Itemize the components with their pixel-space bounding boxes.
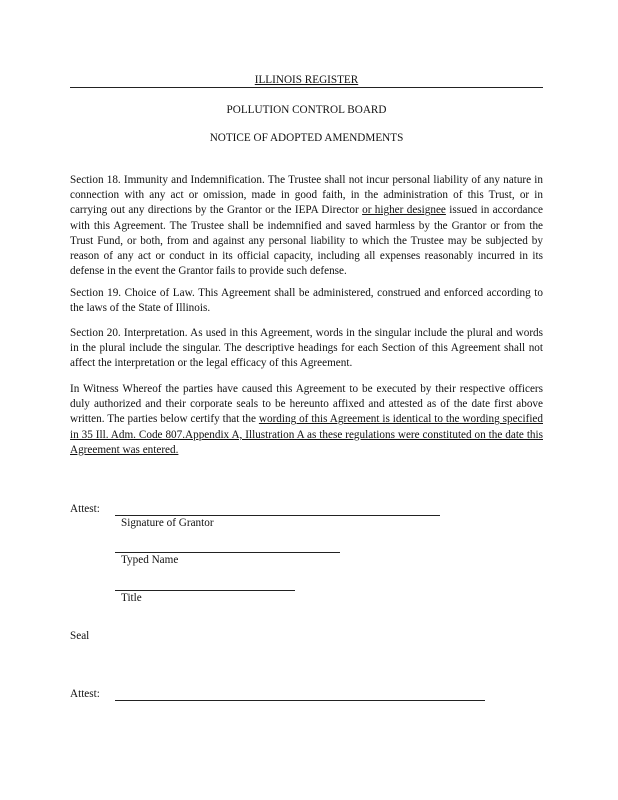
section-18-paragraph bbox=[70, 173, 543, 279]
header-rule bbox=[70, 87, 543, 88]
title-line bbox=[115, 590, 295, 591]
notice-title: NOTICE OF ADOPTED AMENDMENTS bbox=[209, 132, 404, 144]
seal-label: Seal bbox=[70, 630, 90, 642]
grantor-signature-line bbox=[115, 515, 440, 516]
section-18-text-b: issued in accordance with this Agreement. The Trustee shall be indemnified and saved harmless by the Grantor or from the Trust Fund, or both, from and against any personal liability to which the Trustee may be subjected by reason of any act or conduct in its official capacity, including all expenses reasonably incurred in its defense in the event the Grantor fails to provide such defense. bbox=[70, 204, 543, 278]
register-title: ILLINOIS REGISTER bbox=[254, 74, 359, 86]
board-title: POLLUTION CONTROL BOARD bbox=[226, 104, 387, 116]
attest-label: Attest: bbox=[70, 503, 100, 515]
attest-signature-line bbox=[115, 700, 485, 701]
witness-paragraph bbox=[70, 382, 543, 458]
signature-caption: Signature of Grantor bbox=[121, 517, 214, 529]
section-18-heading: Section 18. Immunity and Indemnification. bbox=[70, 174, 265, 186]
typed-name-line bbox=[115, 552, 340, 553]
witness-text: In Witness Whereof the parties have caused this Agreement to be executed by their respective officers duly authorized and their corporate seals to be hereunto affixed and attested as of the date first above written. The parties below certify that the bbox=[70, 383, 543, 426]
section-20-paragraph: Section 20. Interpretation. As used in this Agreement, words in the singular include the plural and words in the plural include the singular. The descriptive headings for each Section of this Agreement shall not affect the interpretation or the legal efficacy of this Agreement. bbox=[70, 327, 543, 370]
title-caption: Title bbox=[121, 592, 142, 604]
section-19-paragraph: Section 19. Choice of Law. This Agreement shall be administered, construed and enforced according to the laws of the State of Illinois. bbox=[70, 287, 543, 315]
typed-name-caption: Typed Name bbox=[121, 554, 179, 566]
section-18-inserted-text: or higher designee bbox=[362, 204, 446, 217]
section-18-text-a: The Trustee shall not incur personal liability of any nature in connection with any act or omission, made in good faith, in the administration of this Trust, or in carrying out any directions by the Grantor or the IEPA Director bbox=[70, 174, 543, 217]
witness-inserted-text: wording of this Agreement is identical to the wording specified in 35 Ill. Adm. Code 807.Appendix A, Illustration A as these regulations were constituted on the date this Agreement was entered. bbox=[70, 413, 543, 456]
attest-label-2: Attest: bbox=[70, 688, 100, 700]
